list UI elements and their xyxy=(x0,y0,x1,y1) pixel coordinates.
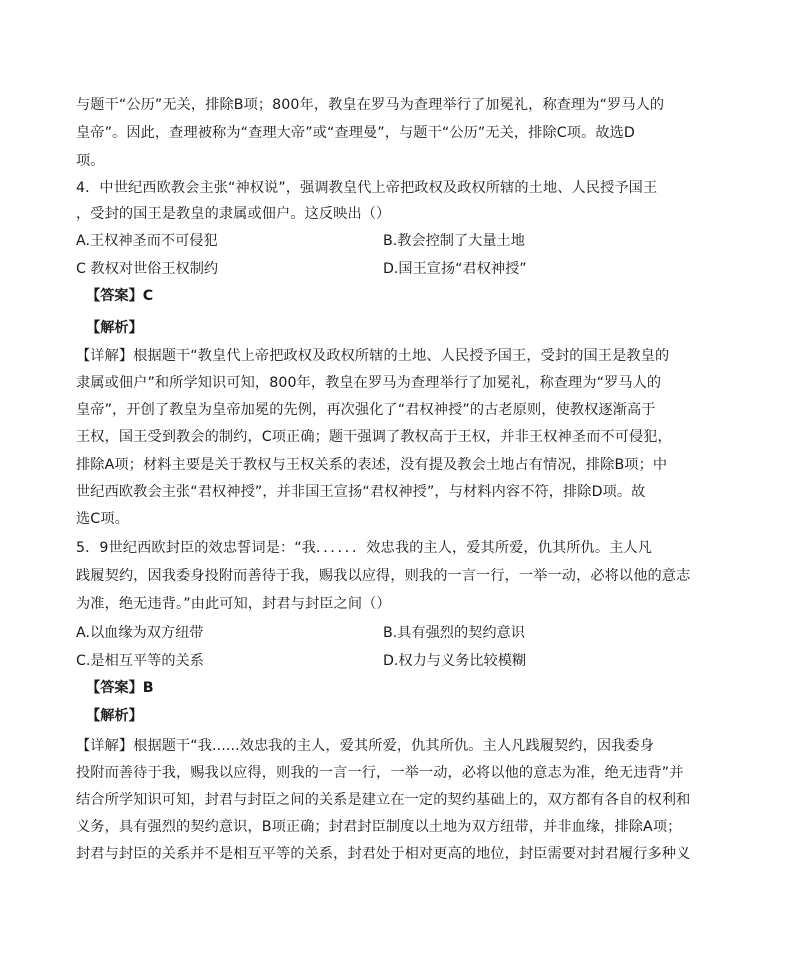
intro-line-1: 与题干“公历”无关，排除B项；800年，教皇在罗马为查理举行了加冕礼，称查理为“罗马人的 xyxy=(76,97,665,113)
q5-analysis-label: 【解析】 xyxy=(86,708,143,724)
q5-option-b: B.具有强烈的契约意识 xyxy=(383,625,525,641)
q5-detail-line-5: 封君与封臣的关系并不是相互平等的关系，封君处于相对更高的地位，封臣需要对封君履行多种义 xyxy=(76,846,691,862)
q4-option-a: A.王权神圣而不可侵犯 xyxy=(76,233,218,249)
q5-stem-line-1: 5．9世纪西欧封臣的效忠誓词是：“我．．．．．．效忠我的主人，爱其所爱，仇其所仇。主人凡 xyxy=(76,540,652,556)
q4-option-b: B.教会控制了大量土地 xyxy=(383,233,525,249)
q5-detail-line-3: 结合所学知识可知，封君与封臣之间的关系是建立在一定的契约基础上的，双方都有各自的权利和 xyxy=(76,792,691,808)
q4-stem-line-2: ，受封的国王是教皇的隶属或佃户。这反映出（） xyxy=(76,206,391,222)
q4-detail-line-5: 排除A项；材料主要是关于教权与王权关系的表述，没有提及教会土地占有情况，排除B项；中 xyxy=(76,457,668,473)
intro-line-2: 皇帝”。因此，查理被称为“查理大帝”或“查理曼”，与题干“公历”无关，排除C项。故选D xyxy=(76,125,635,141)
q5-detail-line-2: 投附而善待于我，赐我以应得，则我的一言一行，一举一动，必将以他的意志为准，绝无违背”并 xyxy=(76,765,684,781)
q4-detail-line-3: 皇帝”，开创了教皇为皇帝加冕的先例，再次强化了“君权神授”的古老原则，使教权逐渐高于 xyxy=(76,402,656,418)
q4-detail-line-4: 王权，国王受到教会的制约，C项正确；题干强调了教权高于王权，并非王权神圣而不可侵犯， xyxy=(76,429,672,445)
q5-option-d: D.权力与义务比较模糊 xyxy=(383,653,527,669)
q5-detail-line-1: 【详解】根据题干“我......效忠我的主人，爱其所爱，仇其所仇。主人凡践履契约，因我委身 xyxy=(76,738,655,754)
q4-detail-line-2: 隶属或佃户”和所学知识可知，800年，教皇在罗马为查理举行了加冕礼，称查理为“罗马人的 xyxy=(76,375,662,391)
q4-detail-line-6: 世纪西欧教会主张“君权神授”，并非国王宣扬“君权神授”，与材料内容不符，排除D项。故 xyxy=(76,484,646,500)
q5-option-a: A.以血缘为双方纽带 xyxy=(76,625,204,641)
q4-option-c: C 教权对世俗王权制约 xyxy=(76,261,219,277)
q4-analysis-label: 【解析】 xyxy=(86,320,143,336)
q5-option-c: C.是相互平等的关系 xyxy=(76,653,204,669)
q5-stem-line-2: 践履契约，因我委身投附而善待于我，赐我以应得，则我的一言一行，一举一动，必将以他的意志 xyxy=(76,568,691,584)
q5-detail-line-4: 义务，具有强烈的契约意识，B项正确；封君封臣制度以土地为双方纽带，并非血缘，排除A项； xyxy=(76,819,682,835)
q4-option-d: D.国王宣扬“君权神授” xyxy=(383,261,527,277)
q5-stem-line-3: 为准，绝无违背。”由此可知，封君与封臣之间（） xyxy=(76,596,391,612)
q4-answer: 【答案】C xyxy=(86,288,154,304)
intro-line-3: 项。 xyxy=(76,153,105,169)
q4-detail-line-7: 选C项。 xyxy=(76,511,129,527)
q5-answer: 【答案】B xyxy=(86,680,154,696)
q4-detail-line-1: 【详解】根据题干“教皇代上帝把政权及政权所辖的土地、人民授予国王，受封的国王是教皇的 xyxy=(76,348,670,364)
q4-stem-line-1: 4．中世纪西欧教会主张“神权说”，强调教皇代上帝把政权及政权所辖的土地、人民授予国王 xyxy=(76,180,658,196)
